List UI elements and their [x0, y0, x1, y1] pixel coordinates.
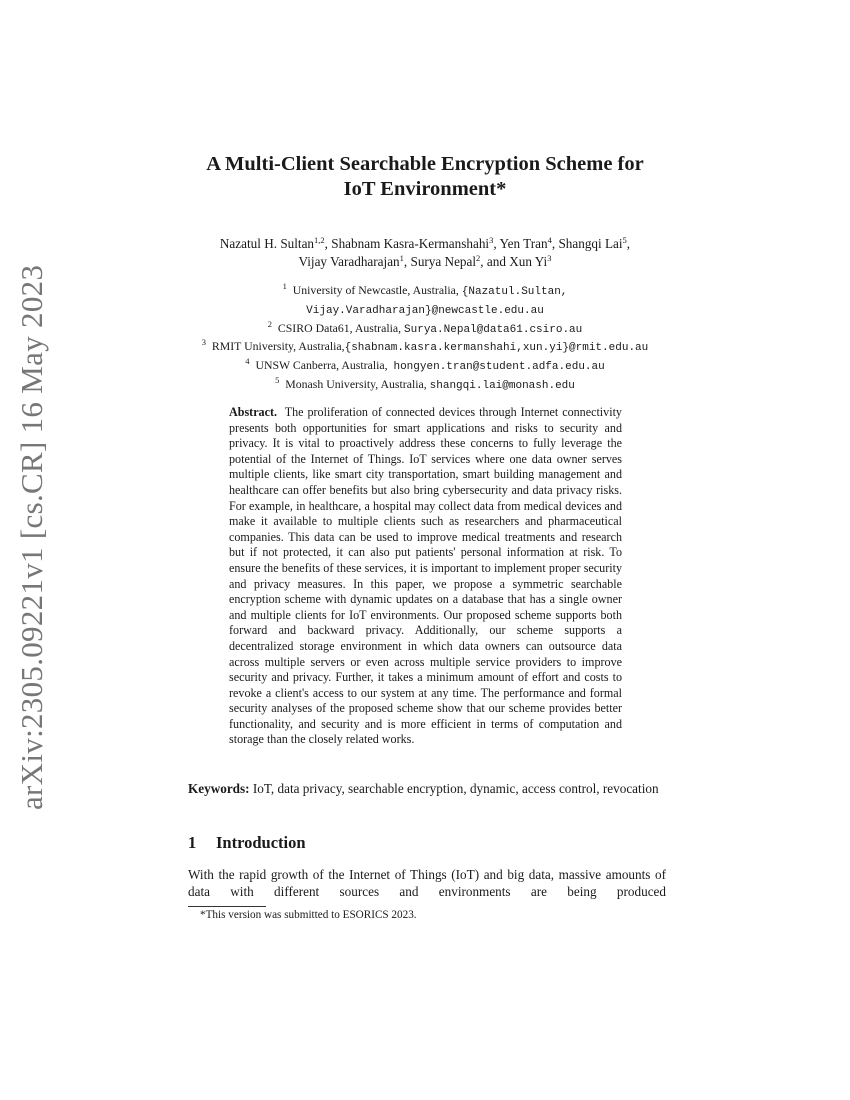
- affiliation-number: 3: [201, 337, 206, 348]
- affiliation-institution: Monash University, Australia,: [285, 376, 430, 391]
- arxiv-identifier-stamp: arXiv:2305.09221v1 [cs.CR] 16 May 2023: [14, 264, 49, 810]
- affiliation-4: [150, 357, 700, 376]
- title-line-1: A Multi-Client Searchable Encryption Scheme for: [206, 153, 644, 175]
- affiliation-1-continued: [150, 301, 700, 320]
- keywords: [188, 780, 666, 797]
- author-affiliation-marker: 3: [547, 253, 552, 263]
- author-name: Xun Yi: [509, 254, 548, 269]
- author-affiliation-marker: 3: [489, 235, 494, 245]
- keywords-label: Keywords:: [188, 781, 250, 796]
- separator: ,: [324, 236, 332, 251]
- affiliation-2: [150, 320, 700, 339]
- author-affiliation-marker: 1: [399, 253, 404, 263]
- keywords-text: IoT, data privacy, searchable encryption, dynamic, access control, revocation: [252, 781, 659, 796]
- paper-title: [160, 152, 690, 202]
- author-affiliation-marker: 1,2: [314, 235, 325, 245]
- abstract: [229, 405, 622, 748]
- affiliation-institution: University of Newcastle, Australia,: [292, 283, 462, 297]
- author-list: [160, 235, 690, 271]
- section-title: Introduction: [216, 833, 306, 852]
- author-name: Surya Nepal: [410, 254, 477, 269]
- affiliation-email[interactable]: Surya.Nepal@data61.csiro.au: [404, 323, 583, 336]
- introduction-paragraph: With the rapid growth of the Internet of Things (IoT) and big data, massive amounts of data with different sources and environments are being produced: [188, 867, 666, 899]
- abstract-text: The proliferation of connected devices through Internet connectivity presents both opportunities for smart applications and risks to security and privacy. It is vital to proactively address these concerns to fully leverage the potential of the Internet of Things. IoT services where one data owner serves multiple clients, like smart city transportation, smart building management and healthcare can offer benefits but also bring cybersecurity and data privacy risks. For example, in healthcare, a hospital may collect data from medical devices and make it available to multiple clients such as researchers and pharmaceutical companies. This data can be used to improve medical treatments and research but if not protected, it can also put patients' personal information at risk. To ensure the benefits of these services, it is important to implement proper security and privacy measures. In this paper, we propose a symmetric searchable encryption scheme with dynamic updates on a database that has a single owner and multiple clients for IoT environments. Our proposed scheme supports both forward and backward privacy. Additionally, our scheme supports a decentralized storage environment in which data owners can outsource data across multiple servers or even across multiple service providers to improve security and privacy. Further, it takes a minimum amount of effort and costs to revoke a client's access to our system at any time. The performance and formal security analyses of the proposed scheme show that our scheme provides better functionality, and security and is more efficient in terms of computation and storage than the closely related works.: [229, 405, 622, 747]
- author-line-1: [160, 235, 690, 253]
- footnote: *This version was submitted to ESORICS 2023.: [200, 909, 417, 921]
- separator: ,: [551, 236, 559, 251]
- affiliation-list: [150, 282, 700, 395]
- affiliation-institution: RMIT University, Australia,: [211, 339, 345, 354]
- affiliation-email[interactable]: {shabnam.kasra.kermanshahi,xun.yi}@rmit.edu.au: [344, 342, 649, 355]
- author-name: Nazatul H. Sultan: [219, 236, 315, 251]
- separator: , and: [480, 254, 510, 269]
- affiliation-1: [150, 282, 700, 301]
- affiliation-institution: UNSW Canberra, Australia,: [255, 358, 394, 373]
- affiliation-email[interactable]: shangqi.lai@monash.edu: [429, 379, 575, 392]
- affiliation-number: 4: [245, 356, 250, 367]
- author-name: Yen Tran: [499, 236, 548, 251]
- separator: ,: [493, 236, 500, 251]
- author-line-2: [160, 253, 690, 271]
- author-name: Shangqi Lai: [558, 236, 623, 251]
- affiliation-number: 1: [282, 281, 287, 291]
- separator: ,: [626, 236, 631, 251]
- title-line-2: IoT Environment*: [343, 178, 507, 200]
- affiliation-institution: CSIRO Data61, Australia,: [277, 320, 405, 335]
- author-affiliation-marker: 5: [622, 235, 627, 245]
- footnote-divider: [188, 906, 266, 907]
- abstract-label: Abstract.: [229, 405, 278, 419]
- affiliation-email[interactable]: Vijay.Varadharajan}@newcastle.edu.au: [306, 304, 544, 317]
- section-number: 1: [188, 833, 197, 852]
- author-name: Vijay Varadharajan: [298, 254, 400, 269]
- author-affiliation-marker: 2: [476, 253, 481, 263]
- affiliation-3: [150, 338, 700, 357]
- affiliation-number: 2: [267, 318, 272, 329]
- separator: ,: [403, 254, 411, 269]
- section-heading-introduction: [188, 833, 666, 853]
- affiliation-email[interactable]: hongyen.tran@student.adfa.edu.au: [393, 361, 605, 374]
- affiliation-number: 5: [275, 374, 280, 385]
- author-affiliation-marker: 4: [547, 235, 552, 245]
- affiliation-email[interactable]: {Nazatul.Sultan,: [461, 286, 568, 298]
- affiliation-5: [150, 376, 700, 395]
- author-name: Shabnam Kasra-Kermanshahi: [331, 236, 490, 251]
